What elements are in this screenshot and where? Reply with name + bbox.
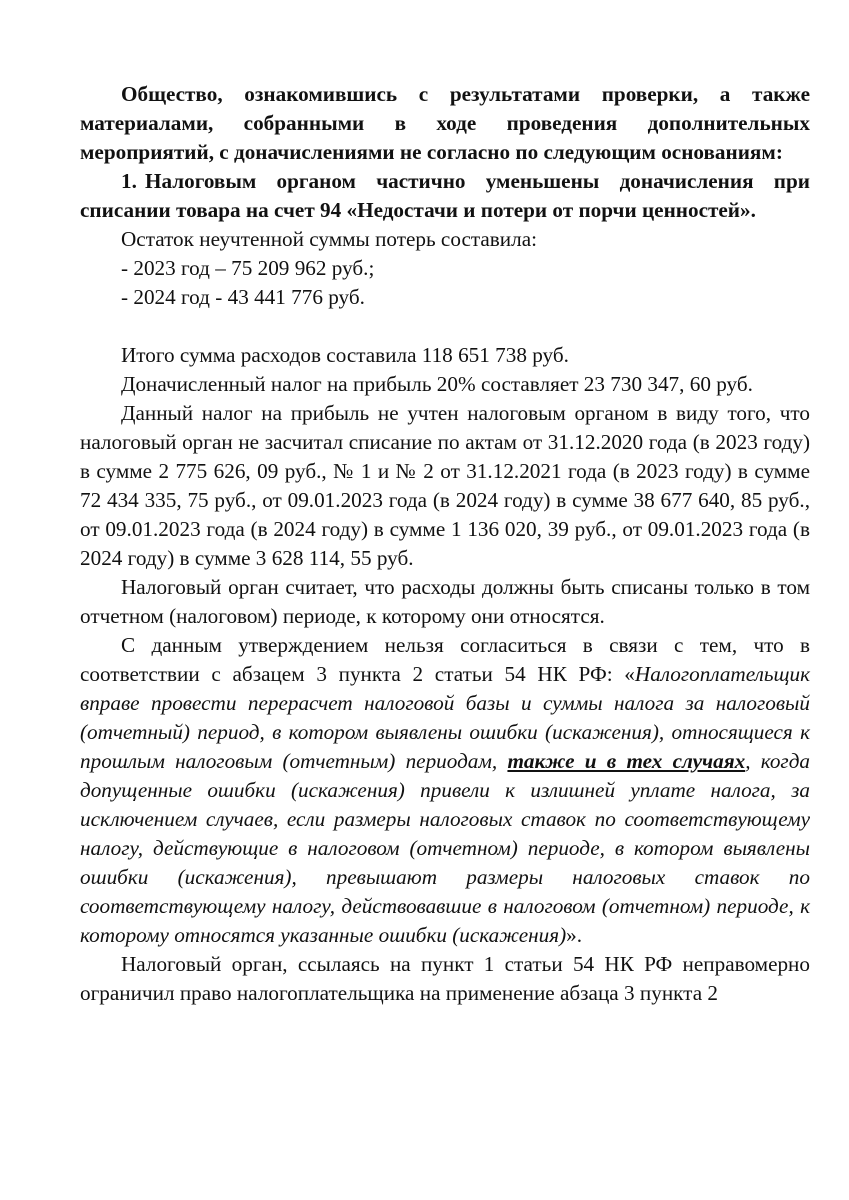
remainder-line: Остаток неучтенной суммы потерь составила:	[121, 227, 537, 251]
quote-paragraph	[80, 631, 810, 950]
list-item-number: 1.	[121, 169, 137, 193]
last-paragraph: Налоговый орган, ссылаясь на пункт 1 статьи 54 НК РФ неправомерно ограничил право налогоплательщика на применение абзаца 3 пункта 2	[80, 952, 810, 1005]
year-2023-line: - 2023 год – 75 209 962 руб.;	[121, 256, 375, 280]
intro-paragraph: Общество, ознакомившись с результатами проверки, а также материалами, собранными в ходе проведения дополнительных мероприятий, с доначислениями не согласно по следующим основаниям:	[80, 82, 810, 164]
quote-tail: ».	[566, 923, 583, 947]
quote-italic-1: Налогоплательщик вправе провести перерасчет налоговой базы и суммы налога за налоговый (отчетный) период, в котором выявлены ошибки (искажения), относящиеся к прошлым налоговым (отчетным) периодам,	[80, 662, 810, 773]
not-counted-paragraph: Данный налог на прибыль не учтен налоговым органом в виду того, что налоговый орган не засчитал списание по актам от 31.12.2020 года (в 2023 году) в сумме 2 775 626, 09 руб., № 1 и № 2 от 31.12.2021 года (в 2023 году) в сумме 72 434 335, 75 руб., от 09.01.2023 года (в 2024 году) в сумме 38 677 640, 85 руб., от 09.01.2023 года (в 2024 году) в сумме 1 136 020, 39 руб., от 09.01.2023 года (в 2024 году) в сумме 3 628 114, 55 руб.	[80, 401, 810, 570]
blank-line	[80, 312, 810, 341]
tax-line: Доначисленный налог на прибыль 20% составляет 23 730 347, 60 руб.	[121, 372, 753, 396]
list-item-text: Налоговым органом частично уменьшены доначисления при списании товара на счет 94 «Недостачи и потери от порчи ценностей».	[80, 169, 810, 222]
quote-lead: С данным утверждением нельзя согласиться в связи с тем, что в соответствии с абзацем 3 пункта 2 статьи 54 НК РФ: «	[80, 633, 810, 686]
quote-italic-2: , когда допущенные ошибки (искажения) привели к излишней уплате налога, за исключением случаев, если размеры налоговых ставок по соответствующему налогу, действующие в налоговом (отчетном) периоде, в котором выявлены ошибки (искажения), превышают размеры налоговых ставок по соответствующему налогу, действовавшие в налоговом (отчетном) периоде, к которому относятся указанные ошибки (искажения)	[80, 749, 811, 947]
quote-emphasis: также и в тех случаях	[507, 749, 746, 773]
document-page	[80, 80, 810, 1008]
list-item-1	[80, 167, 810, 225]
total-line: Итого сумма расходов составила 118 651 738 руб.	[121, 343, 569, 367]
year-2024-line: - 2024 год - 43 441 776 руб.	[121, 285, 365, 309]
period-paragraph: Налоговый орган считает, что расходы должны быть списаны только в том отчетном (налоговом) периоде, к которому они относятся.	[80, 575, 810, 628]
